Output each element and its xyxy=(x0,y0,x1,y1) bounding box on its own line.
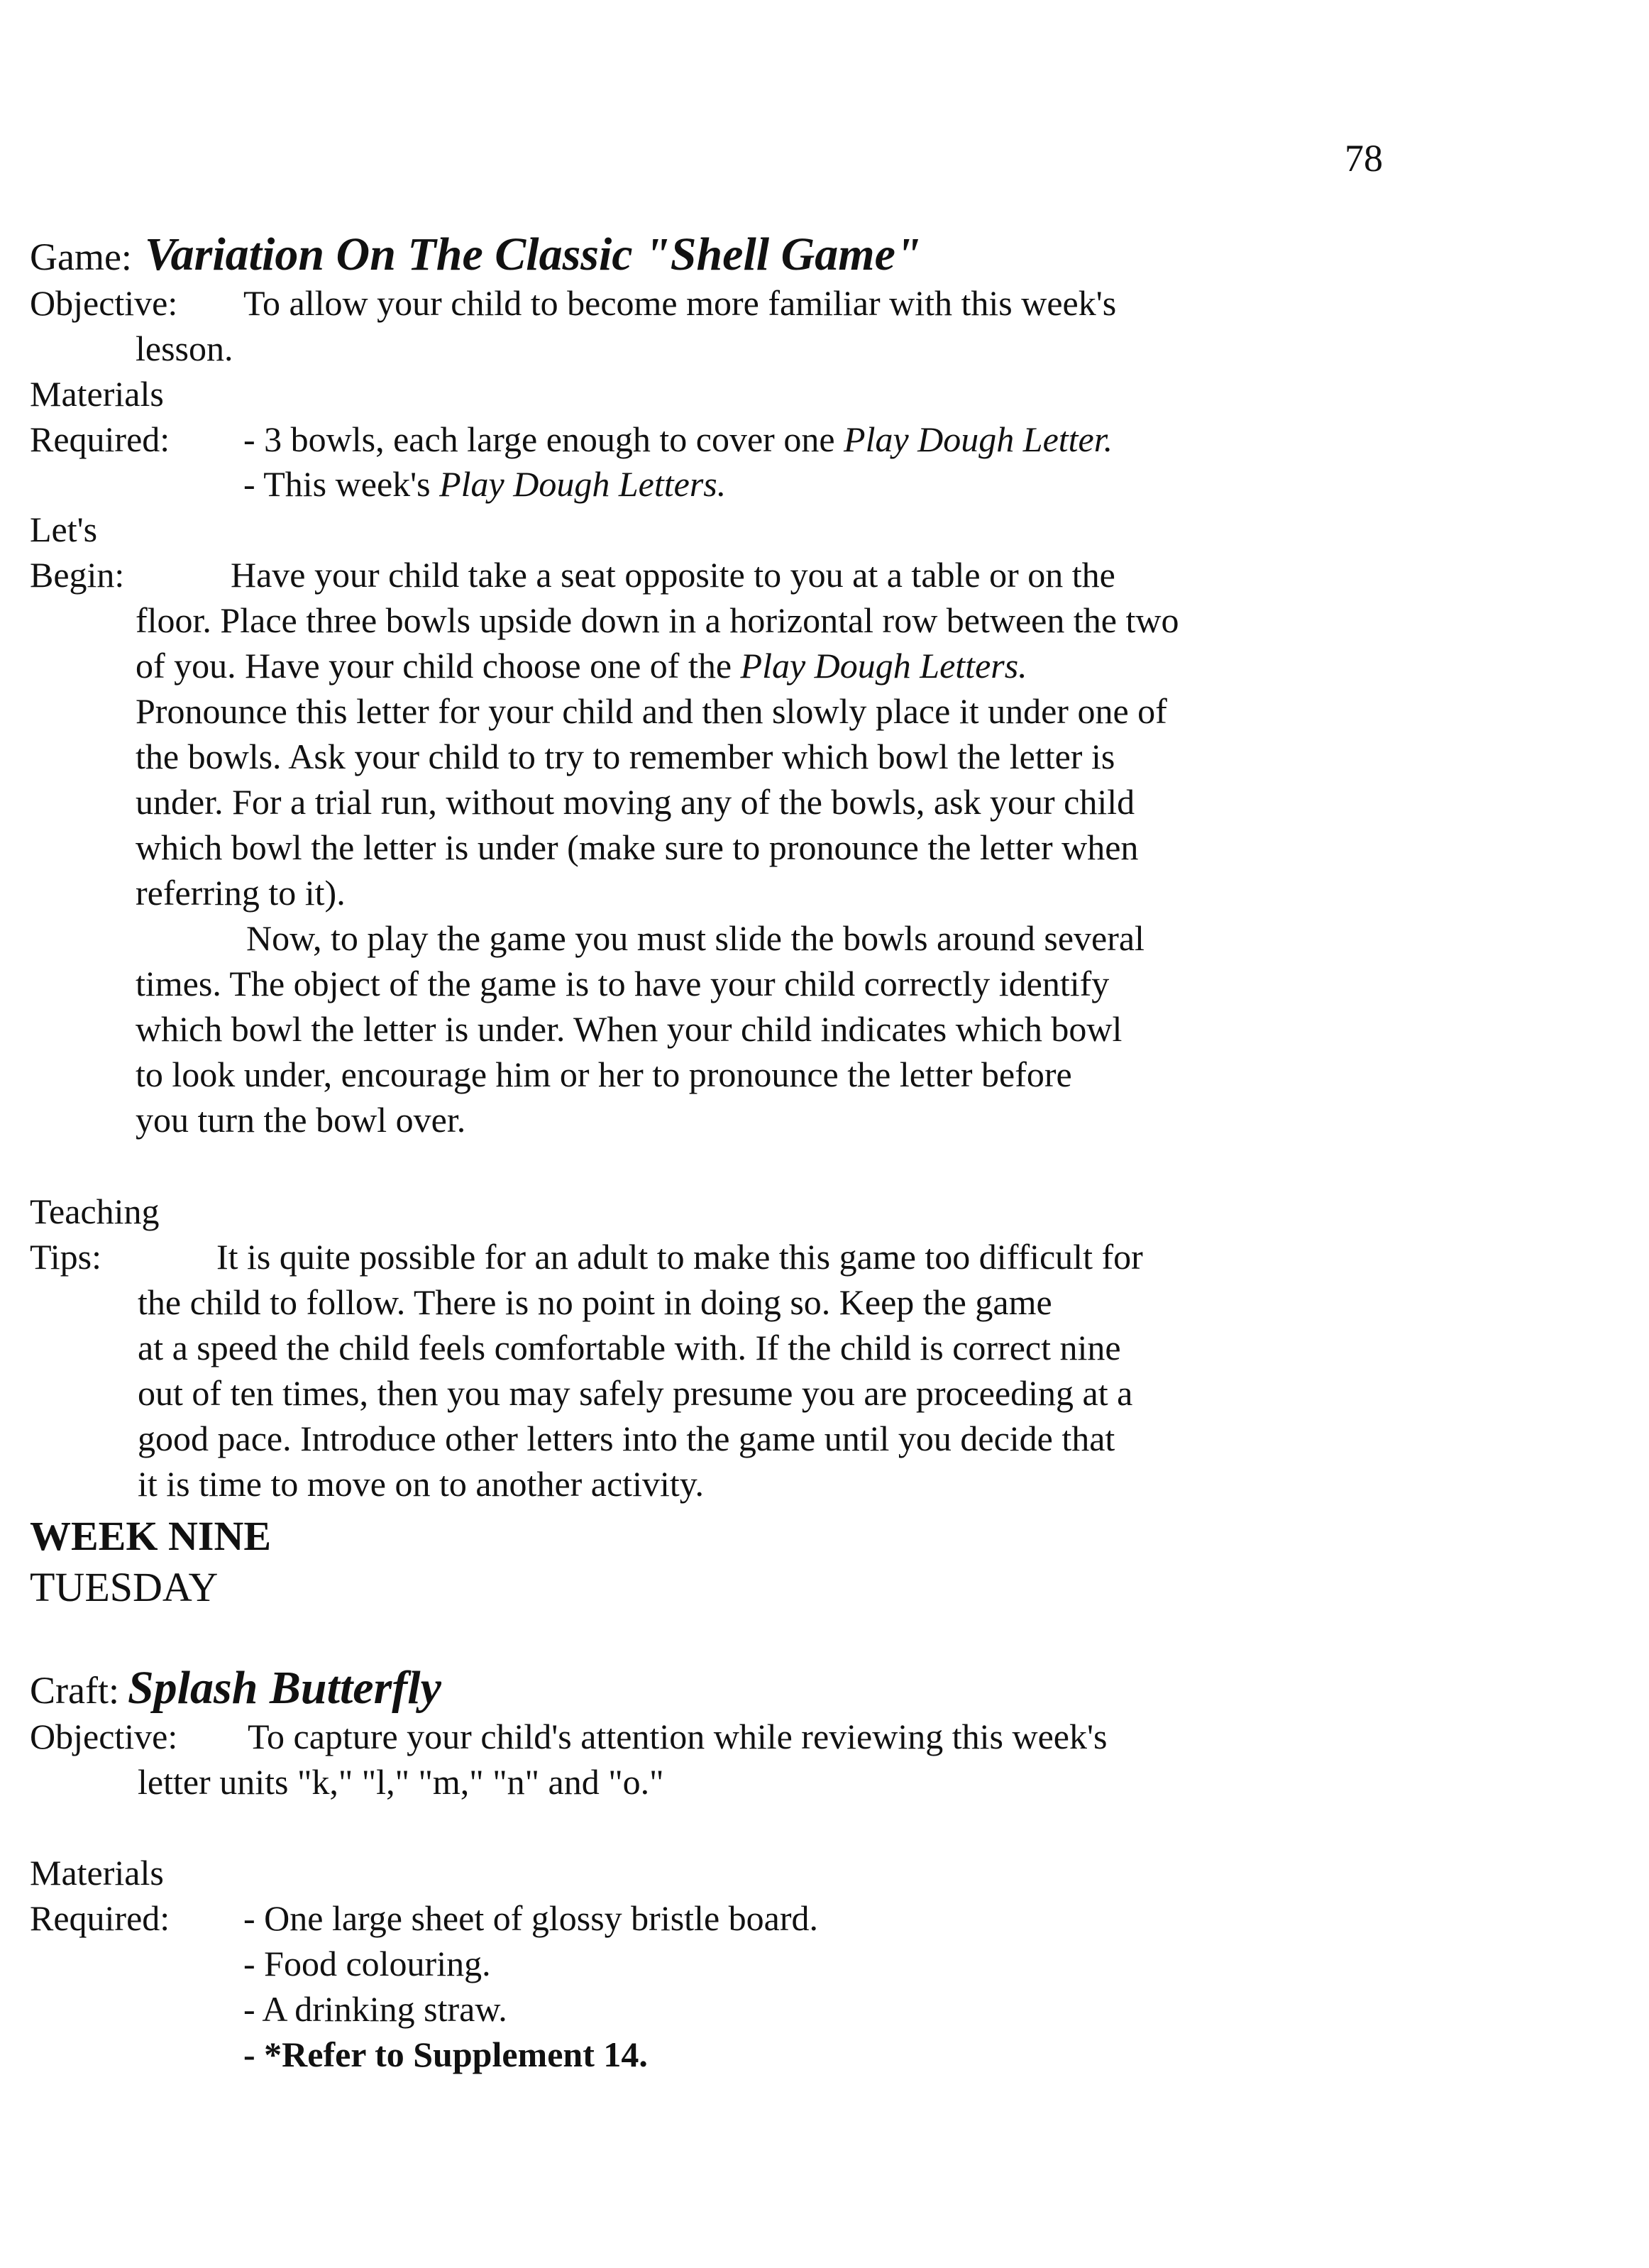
begin-line: under. For a trial run, without moving any of the bowls, ask your child xyxy=(136,782,1135,822)
begin-line: Pronounce this letter for your child and then slowly place it under one of xyxy=(136,691,1167,731)
begin-line: Have your child take a seat opposite to you at a table or on the xyxy=(231,555,1115,595)
begin-line: which bowl the letter is under (make sure to pronounce the letter when xyxy=(136,827,1139,867)
begin-line: the bowls. Ask your child to try to remember which bowl the letter is xyxy=(136,737,1115,776)
begin-line: to look under, encourage him or her to pronounce the letter before xyxy=(136,1055,1072,1094)
game-objective-line: lesson. xyxy=(136,329,233,368)
material-text: - 3 bowls, each large enough to cover one xyxy=(243,419,844,459)
page-number: 78 xyxy=(1345,137,1383,180)
material-emph: Play Dough Letters. xyxy=(439,464,727,504)
game-required-label: Required: xyxy=(30,419,170,459)
game-begin-label: Let's xyxy=(30,510,98,549)
begin-line-text: of you. Have your child choose one of the xyxy=(136,646,741,686)
tips-line: good pace. Introduce other letters into the game until you decide that xyxy=(138,1419,1115,1458)
begin-line: times. The object of the game is to have your child correctly identify xyxy=(136,964,1110,1003)
craft-material-item: - Food colouring. xyxy=(243,1944,491,1983)
tips-label-2: Tips: xyxy=(30,1237,102,1277)
craft-objective-line: To capture your child's attention while reviewing this week's xyxy=(248,1717,1108,1756)
game-objective-line: To allow your child to become more familiar with this week's xyxy=(243,283,1117,323)
craft-objective-label: Objective: xyxy=(30,1717,178,1756)
craft-material-item: - One large sheet of glossy bristle board. xyxy=(243,1898,818,1938)
begin-line: referring to it). xyxy=(136,873,346,913)
craft-label: Craft: xyxy=(30,1669,119,1712)
begin-line: Now, to play the game you must slide the bowls around several xyxy=(246,918,1145,958)
craft-heading xyxy=(30,1662,441,1714)
begin-line: you turn the bowl over. xyxy=(136,1100,466,1140)
tips-line: at a speed the child feels comfortable with. If the child is correct nine xyxy=(138,1328,1121,1367)
tips-line: it is time to move on to another activity. xyxy=(138,1464,704,1504)
begin-line: floor. Place three bowls upside down in a horizontal row between the two xyxy=(136,600,1179,640)
game-heading xyxy=(30,231,922,278)
material-text: - This week's xyxy=(243,464,440,504)
craft-title: Splash Butterfly xyxy=(127,1662,441,1714)
begin-line-emph: Play Dough Letters. xyxy=(740,646,1027,686)
tips-line: It is quite possible for an adult to make this game too difficult for xyxy=(216,1237,1143,1277)
game-material-item xyxy=(243,466,726,502)
craft-material-item: - A drinking straw. xyxy=(243,1989,507,2029)
material-emph: Play Dough Letter. xyxy=(844,419,1113,459)
game-material-item xyxy=(243,419,1113,459)
game-materials-label: Materials xyxy=(30,374,164,414)
day-heading: TUESDAY xyxy=(30,1564,219,1610)
tips-line: out of ten times, then you may safely presume you are proceeding at a xyxy=(138,1373,1133,1413)
game-title: Variation On The Classic "Shell Game" xyxy=(144,229,922,280)
game-label: Game: xyxy=(30,236,132,278)
begin-line xyxy=(136,646,1027,686)
week-heading: WEEK NINE xyxy=(30,1513,272,1559)
game-begin-label-2: Begin: xyxy=(30,555,125,595)
craft-required-label: Required: xyxy=(30,1898,170,1938)
craft-material-item: - *Refer to Supplement 14. xyxy=(243,2035,648,2074)
craft-objective-line: letter units "k," "l," "m," "n" and "o." xyxy=(138,1762,664,1802)
craft-materials-label: Materials xyxy=(30,1853,164,1893)
game-objective-label: Objective: xyxy=(30,283,178,323)
tips-line: the child to follow. There is no point in doing so. Keep the game xyxy=(138,1282,1052,1322)
begin-line: which bowl the letter is under. When your child indicates which bowl xyxy=(136,1009,1123,1049)
tips-label: Teaching xyxy=(30,1191,160,1231)
